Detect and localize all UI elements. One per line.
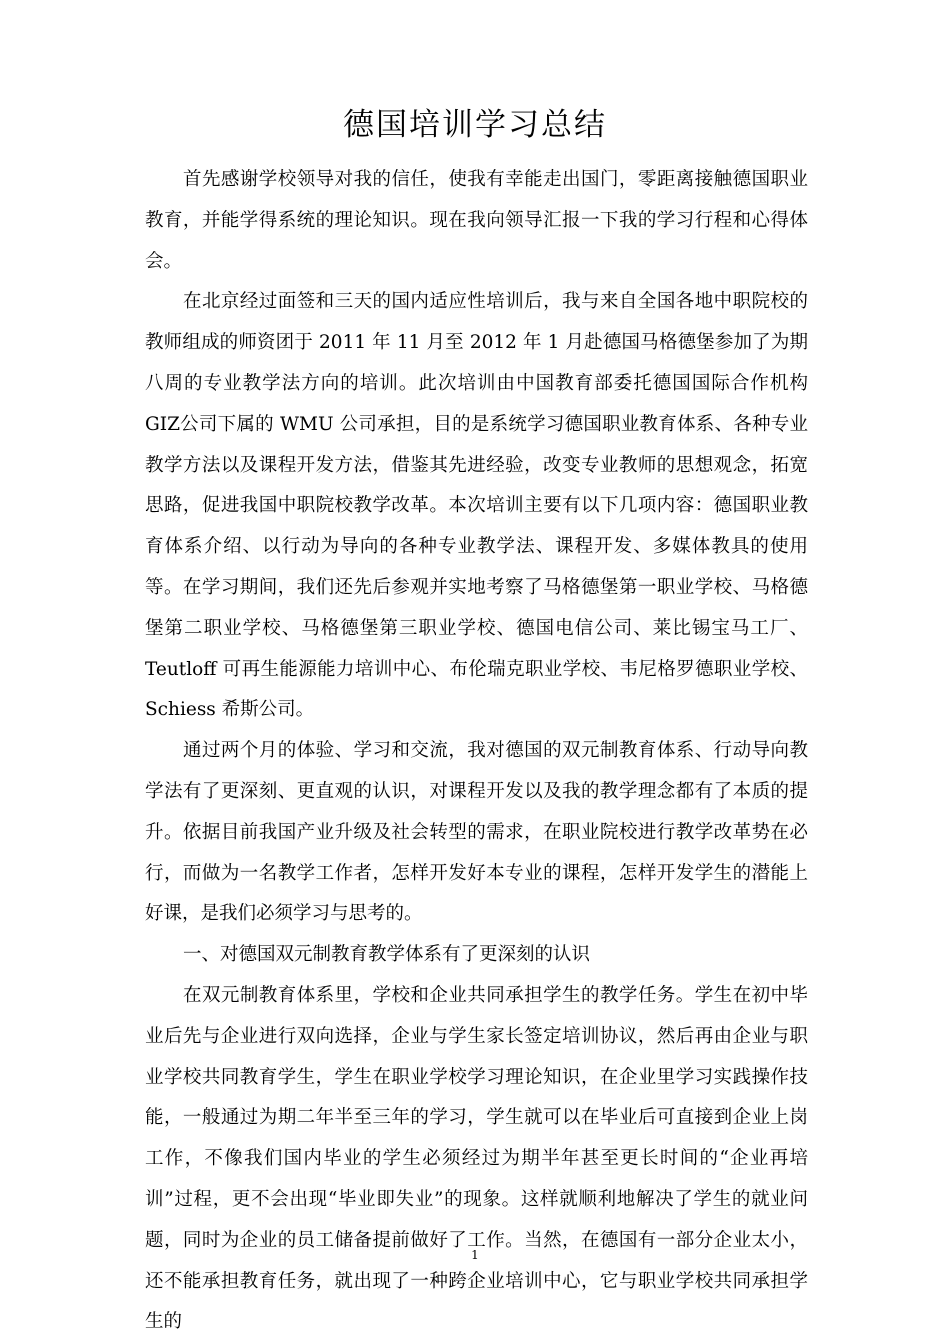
paragraph-dual-system: 在双元制教育体系里，学校和企业共同承担学生的教学任务。学生在初中毕业后先与企业进行双向选择，企业与学生家长签定培训协议，然后再由企业与职业学校共同教育学生，学生在职业学校学习理论知识，在企业里学习实践操作技能，一般通过为期二年半至三年的学习，学生就可以在毕业后可直接到企业上岗工作，不像我们国内毕业的学生必须经过为期半年甚至更长时间的“企业再培训”过程，更不会出现“毕业即失业”的现象。这样就顺利地解决了学生的就业问题，同时为企业的员工储备提前做好了工作。当然，在德国有一部分企业太小，还不能承担教育任务，就出现了一种跨企业培训中心，它与职业学校共同承担学生的 xyxy=(145,984,808,1333)
section-heading-dual-system: 一、对德国双元制教育教学体系有了更深刻的认识 xyxy=(183,944,591,966)
paragraph-training-overview: 在北京经过面签和三天的国内适应性培训后，我与来自全国各地中职院校的教师组成的师资团于 2011 年 11 月至 2012 年 1 月赴德国马格德堡参加了为期八周的专业教学法方向的培训。此次培训由中国教育部委托德国国际合作机构GIZ公司下属的 WMU 公司承担，目的是系统学习德国职业教育体系、各种专业教学方法以及课程开发方法，借鉴其先进经验，改变专业教师的思想观念，拓宽思路，促进我国中职院校教学改革。本次培训主要有以下几项内容：德国职业教育体系介绍、以行动为导向的各种专业教学法、课程开发、多媒体教具的使用等。在学习期间，我们还先后参观并实地考察了马格德堡第一职业学校、马格德堡第二职业学校、马格德堡第三职业学校、德国电信公司、莱比锡宝马工厂、 Teutloff 可再生能源能力培训中心、布伦瑞克职业学校、韦尼格罗德职业学校、Schiess 希斯公司。 xyxy=(145,291,808,721)
paragraph-reflection: 通过两个月的体验、学习和交流，我对德国的双元制教育体系、行动导向教学法有了更深刻、更直观的认识，对课程开发以及我的教学理念都有了本质的提升。依据目前我国产业升级及社会转型的需求，在职业院校进行教学改革势在必行，而做为一名教学工作者，怎样开发好本专业的课程，怎样开发学生的潜能上好课，是我们必须学习与思考的。 xyxy=(145,740,808,925)
paragraph-intro: 首先感谢学校领导对我的信任，使我有幸能走出国门，零距离接触德国职业教育，并能学得系统的理论知识。现在我向领导汇报一下我的学习行程和心得体会。 xyxy=(145,169,808,272)
document-body xyxy=(145,160,808,1343)
page-number: 1 xyxy=(471,1248,479,1262)
document-title: 德国培训学习总结 xyxy=(343,107,607,143)
